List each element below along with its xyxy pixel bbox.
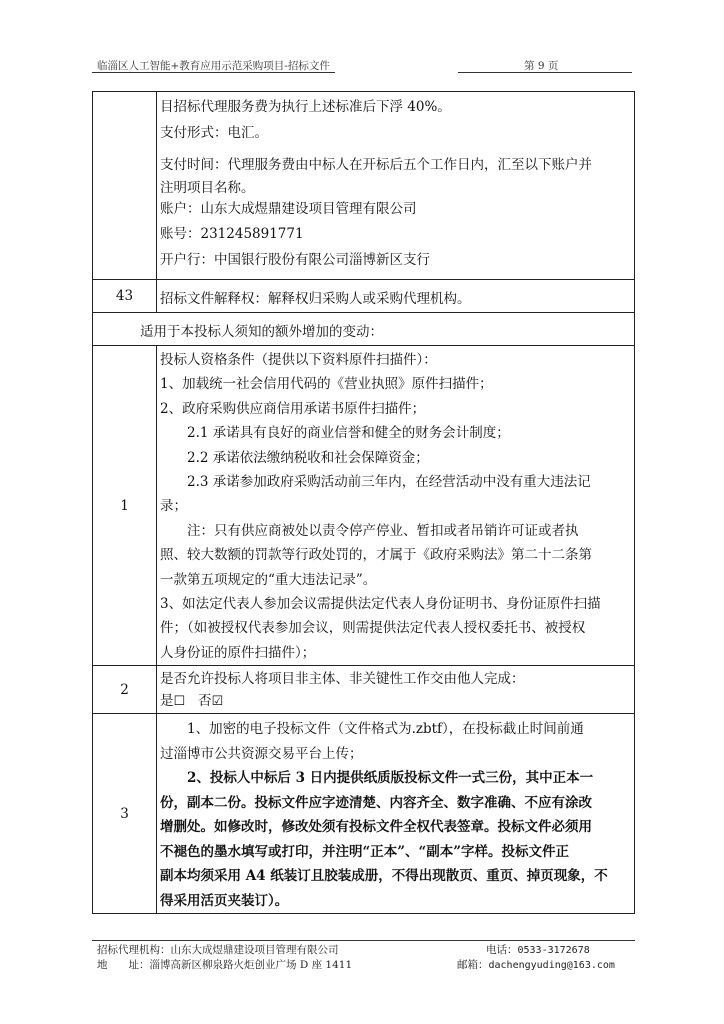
address-label: 地 址： — [97, 959, 150, 971]
text-line: 照、较大数额的罚款等行政处罚的，才属于《政府采购法》第二十二条第 — [160, 547, 592, 564]
text-line: 过淄博市公共资源交易平台上传； — [160, 745, 363, 762]
footer-phone — [486, 942, 590, 957]
text-line: 增删处。如修改时，修改处须有投标文件全权代表签章。投标文件必须用 — [160, 819, 592, 836]
address-text: 淄博高新区柳泉路火炬创业广场 D 座 1411 — [149, 959, 353, 971]
interpretation-text — [157, 280, 635, 313]
text-line: 2.2 承诺依法缴纳税收和社会保障资金； — [187, 449, 429, 466]
text-line: 招标文件解释权：解释权归采购人或采购代理机构。 — [160, 291, 471, 307]
text-line: 适用于本投标人须知的额外增加的变动： — [140, 324, 383, 340]
phone-label: 电话： — [486, 944, 518, 956]
footer-address — [97, 957, 352, 972]
row-number-cell — [93, 92, 157, 280]
text-line: 2、投标人中标后 3 日内提供纸质版投标文件一式三份，其中正本一 — [187, 770, 594, 787]
text-line: 支付形式：电汇。 — [160, 125, 268, 141]
bid-document-cell — [157, 714, 635, 914]
text-line: 账户：山东大成煜鼎建设项目管理有限公司 — [160, 201, 417, 217]
text-line: 2.3 承诺参加政府采购活动前三年内，在经营活动中没有重大违法记 — [187, 474, 591, 491]
text-line: 录； — [160, 498, 187, 515]
text-line: 不褪色的墨水填写或打印，并注明“正本”、“副本”字样。投标文件正 — [160, 843, 570, 860]
row-number: 43 — [93, 280, 157, 313]
table-row — [93, 92, 635, 280]
agency-label: 招标代理机构： — [97, 944, 171, 956]
text-line: 副本均须采用 A4 纸装订且胶装成册，不得出现散页、重页、掉页现象，不 — [160, 868, 608, 885]
email-address: dachengyuding@163.com — [488, 960, 615, 971]
footer-agency — [97, 942, 339, 957]
text-line: 注：只有供应商被处以责令停产停业、暂扣或者吊销许可证或者执 — [187, 522, 579, 539]
text-line: 2.1 承诺具有良好的商业信誉和健全的财务会计制度； — [187, 425, 510, 442]
text-line: 1、加密的电子投标文件（文件格式为.zbtf），在投标截止时间前通 — [187, 721, 584, 738]
table-row — [93, 346, 635, 666]
phone-number: 0533-3172678 — [517, 945, 590, 956]
subcontract-question: 是否允许投标人将项目非主体、非关键性工作交由他人完成： — [160, 671, 525, 688]
text-line: 件；（如被授权代表参加会议，则需提供法定代表人授权委托书、被授权 — [160, 620, 586, 637]
qualification-cell — [157, 346, 635, 666]
table-row — [93, 714, 635, 914]
header-rule-left — [92, 72, 335, 73]
no-label: 否 — [198, 693, 212, 710]
row-number: 3 — [93, 714, 157, 914]
text-line: 1、加载统一社会信用代码的《营业执照》原件扫描件； — [160, 376, 493, 393]
row-number: 2 — [93, 666, 157, 714]
email-label: 邮箱： — [457, 959, 489, 971]
text-line: 账号：231245891771 — [160, 226, 304, 242]
yes-label: 是 — [160, 693, 174, 710]
text-line: 开户行：中国银行股份有限公司淄博新区支行 — [160, 252, 430, 268]
agency-name: 山东大成煜鼎建设项目管理有限公司 — [170, 944, 339, 956]
footer-email — [457, 957, 615, 972]
row-number: 1 — [93, 346, 157, 666]
yes-checkbox[interactable]: ☐ — [173, 694, 186, 710]
text-line: 份，副本二份。投标文件应字迹清楚、内容齐全、数字准确、不应有涂改 — [160, 794, 592, 811]
table-row — [93, 313, 635, 346]
footer-rule — [92, 940, 635, 941]
fee-cell — [157, 92, 635, 280]
table-row — [93, 666, 635, 714]
header-title: 临淄区人工智能+教育应用示范采购项目-招标文件 — [97, 60, 330, 72]
page-number: 第 9 页 — [524, 60, 559, 72]
text-line: 3、如法定代表人参加会议需提供法定代表人身份证明书、身份证原件扫描 — [160, 596, 601, 613]
table-row — [93, 280, 635, 313]
extra-changes-title — [93, 313, 635, 346]
text-line: 投标人资格条件（提供以下资料原件扫描件）： — [160, 352, 437, 368]
subcontract-options — [160, 690, 631, 713]
text-line: 注明项目名称。 — [160, 180, 255, 196]
text-line: 2、政府采购供应商信用承诺书原件扫描件； — [160, 400, 426, 417]
text-line: 支付时间：代理服务费由中标人在开标后五个工作日内，汇至以下账户并 — [160, 157, 592, 173]
text-line: 人身份证的原件扫描件）； — [160, 644, 316, 661]
text-line: 目招标代理服务费为执行上述标准后下浮 40%。 — [160, 99, 451, 115]
no-checkbox[interactable]: ☑ — [211, 694, 224, 710]
terms-table — [92, 91, 635, 914]
text-line: 得采用活页夹装订）。 — [160, 892, 289, 909]
subcontract-cell — [157, 666, 635, 714]
text-line: 一款第五项规定的“重大违法记录”。 — [160, 571, 377, 588]
header-rule-right — [458, 72, 632, 73]
